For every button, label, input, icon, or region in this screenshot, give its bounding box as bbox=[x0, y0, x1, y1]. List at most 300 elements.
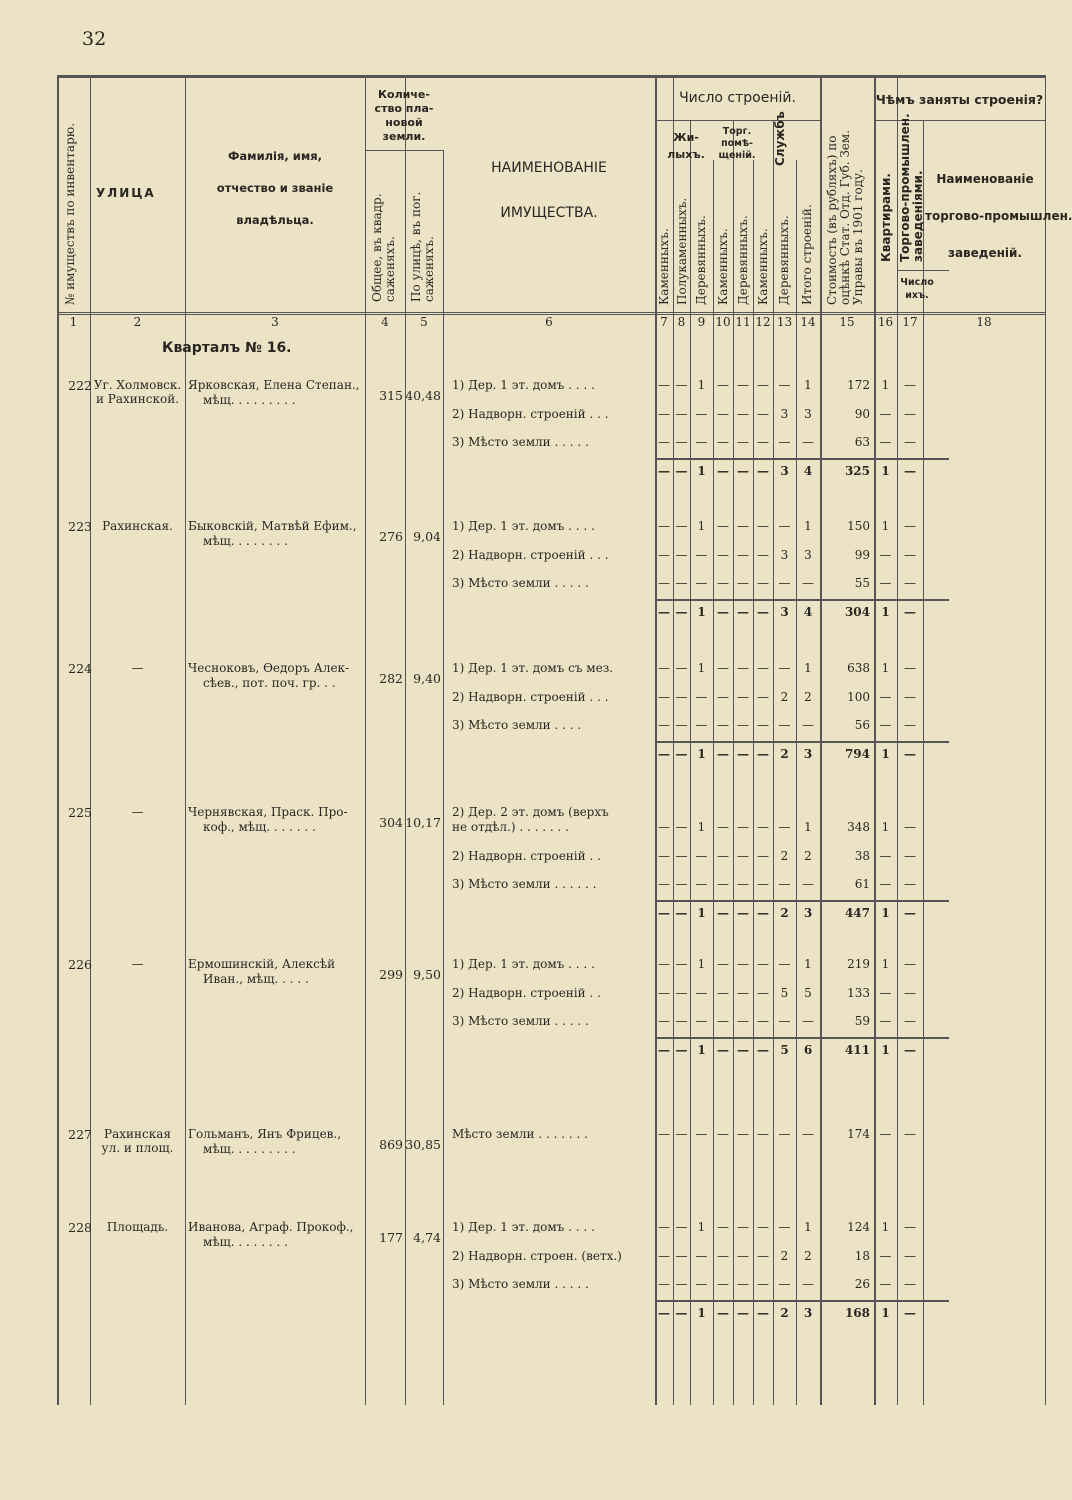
item-c14: 3 bbox=[804, 406, 812, 421]
item-c13: — bbox=[778, 820, 791, 834]
record-number: 223 bbox=[68, 519, 92, 534]
item-c13: 2 bbox=[780, 848, 789, 863]
item-c17: — bbox=[904, 957, 916, 971]
item-c10: — bbox=[717, 1014, 729, 1028]
item-c10: — bbox=[717, 406, 729, 421]
column-number: 6 bbox=[545, 315, 553, 329]
item-name: 2) Надворн. строеній . . . bbox=[452, 547, 609, 562]
header-frontage-line: саженяхъ. bbox=[422, 236, 437, 302]
total-c13: 3 bbox=[780, 604, 789, 619]
item-c8: — bbox=[675, 689, 688, 704]
header-col9-line: Деревянныхъ. bbox=[694, 215, 708, 305]
record-owner: Быковскій, Матвѣй Ефим., bbox=[188, 519, 357, 533]
item-c12: — bbox=[757, 519, 769, 533]
header-buildings-group: Число строеній. bbox=[679, 90, 796, 106]
total-c9: 1 bbox=[697, 905, 706, 920]
item-c16: 1 bbox=[881, 519, 890, 533]
item-c11: — bbox=[737, 1248, 749, 1263]
item-name: 2) Надворн. строеній . . . bbox=[452, 689, 609, 704]
item-c15: 150 bbox=[847, 519, 870, 533]
item-c8: — bbox=[675, 985, 688, 1000]
record-owner: мѣщ. . . . . . . . bbox=[203, 534, 288, 548]
item-c10: — bbox=[717, 689, 729, 704]
item-c16: — bbox=[879, 1014, 892, 1028]
column-number: 2 bbox=[133, 315, 142, 329]
total-c16: 1 bbox=[881, 746, 890, 761]
item-c7: — bbox=[658, 1014, 670, 1028]
item-c11: — bbox=[737, 1277, 749, 1291]
header-owner-line: отчество и званіе bbox=[216, 181, 334, 195]
record-street: и Рахинской. bbox=[95, 392, 180, 406]
record-area: 299 bbox=[379, 967, 403, 982]
item-c8: — bbox=[675, 1127, 688, 1141]
item-c10: — bbox=[717, 848, 729, 863]
total-c8: — bbox=[675, 604, 688, 619]
total-c16: 1 bbox=[881, 905, 890, 920]
total-c7: — bbox=[658, 604, 670, 619]
item-c8: — bbox=[675, 877, 688, 891]
item-c9: 1 bbox=[697, 820, 706, 834]
item-c9: — bbox=[695, 576, 708, 590]
total-c12: — bbox=[757, 1042, 769, 1057]
item-c13: — bbox=[778, 877, 791, 891]
item-name: не отдѣл.) . . . . . . . bbox=[452, 820, 569, 834]
item-c8: — bbox=[675, 957, 688, 971]
column-number: 17 bbox=[902, 315, 918, 329]
item-c12: — bbox=[757, 985, 769, 1000]
item-c11: — bbox=[737, 820, 749, 834]
item-c9: — bbox=[695, 547, 708, 562]
item-c14: — bbox=[802, 1277, 814, 1291]
item-c17: — bbox=[904, 519, 916, 533]
item-c11: — bbox=[737, 576, 749, 590]
header-value-line: оцѣнкѣ Стат. Отд. Губ. Зем. bbox=[838, 129, 853, 305]
grid-hline bbox=[655, 741, 949, 743]
item-c14: 5 bbox=[804, 985, 812, 1000]
item-c17: — bbox=[904, 820, 916, 834]
item-c13: 2 bbox=[780, 1248, 789, 1263]
item-c15: 174 bbox=[847, 1127, 870, 1141]
item-name: Мѣсто земли . . . . . . . bbox=[452, 1127, 588, 1141]
item-c10: — bbox=[717, 435, 729, 449]
header-apartments-line: Квартирами. bbox=[879, 173, 893, 262]
item-c16: — bbox=[879, 689, 892, 704]
item-c8: — bbox=[675, 576, 688, 590]
total-c14: 3 bbox=[803, 746, 813, 761]
total-c11: — bbox=[737, 463, 749, 478]
record-area: 282 bbox=[379, 671, 403, 686]
item-c13: 5 bbox=[780, 985, 789, 1000]
item-c15: 26 bbox=[854, 1277, 870, 1291]
header-value-line: Стоимость (въ рубляхъ) по bbox=[825, 135, 839, 305]
item-c12: — bbox=[757, 576, 769, 590]
header-establishment-name-line: Наименованіе bbox=[936, 172, 1034, 186]
record-frontage: 9,40 bbox=[413, 671, 441, 686]
grid-vline bbox=[773, 120, 774, 1405]
item-c14: — bbox=[802, 576, 814, 590]
item-c9: — bbox=[695, 435, 708, 449]
total-c13: 2 bbox=[780, 905, 789, 920]
record-owner: сѣев., пот. поч. гр. . . bbox=[203, 676, 336, 690]
total-c10: — bbox=[717, 1305, 729, 1320]
grid-vline bbox=[57, 75, 59, 1405]
item-c15: 18 bbox=[854, 1248, 870, 1263]
item-name: 2) Надворн. строеній . . . bbox=[452, 406, 609, 421]
item-c12: — bbox=[757, 877, 769, 891]
record-frontage: 40,48 bbox=[405, 388, 441, 403]
item-c8: — bbox=[675, 519, 688, 533]
record-street: Площадь. bbox=[106, 1220, 169, 1234]
record-number: 227 bbox=[68, 1127, 92, 1142]
header-street: УЛИЦА bbox=[96, 186, 156, 200]
grid-vline bbox=[713, 160, 714, 1405]
item-c12: — bbox=[757, 406, 769, 421]
total-c9: 1 bbox=[697, 746, 706, 761]
header-col13-line: Деревянныхъ. bbox=[777, 215, 791, 305]
column-number: 3 bbox=[271, 315, 279, 329]
item-c9: — bbox=[695, 848, 708, 863]
total-c8: — bbox=[675, 1305, 688, 1320]
column-number: 5 bbox=[420, 315, 428, 329]
grid-vline bbox=[405, 75, 406, 1405]
record-owner: Иванова, Аграф. Прокоф., bbox=[188, 1220, 354, 1234]
item-c17: — bbox=[904, 1220, 916, 1234]
header-col9 bbox=[695, 215, 708, 305]
header-service-group-line: Службъ bbox=[773, 111, 787, 166]
total-c9: 1 bbox=[697, 1042, 706, 1057]
record-street: Рахинская. bbox=[102, 519, 173, 533]
total-c13: 2 bbox=[780, 1305, 789, 1320]
item-c13: — bbox=[778, 1127, 791, 1141]
header-count-line: ихъ. bbox=[905, 290, 929, 301]
total-c15: 411 bbox=[844, 1042, 870, 1057]
item-c15: 90 bbox=[854, 406, 870, 421]
column-number: 18 bbox=[976, 315, 992, 329]
item-c13: — bbox=[778, 718, 791, 732]
header-area bbox=[371, 193, 397, 302]
column-number: 7 bbox=[660, 315, 668, 329]
item-c16: — bbox=[879, 1277, 892, 1291]
item-c10: — bbox=[717, 378, 729, 392]
total-c9: 1 bbox=[697, 463, 706, 478]
item-c7: — bbox=[658, 1248, 670, 1263]
grid-hline bbox=[655, 900, 949, 902]
record-frontage: 10,17 bbox=[405, 815, 441, 830]
header-occupied-group: Чѣмъ заняты строенія? bbox=[875, 92, 1044, 107]
item-c17: — bbox=[904, 661, 916, 675]
item-c8: — bbox=[675, 378, 688, 392]
item-c11: — bbox=[737, 1127, 749, 1141]
item-name: 3) Мѣсто земли . . . . . . bbox=[452, 877, 597, 891]
total-c15: 168 bbox=[844, 1305, 870, 1320]
total-c8: — bbox=[675, 463, 688, 478]
total-c13: 5 bbox=[780, 1042, 789, 1057]
item-c16: — bbox=[879, 877, 892, 891]
item-c7: — bbox=[658, 718, 670, 732]
total-c8: — bbox=[675, 1042, 688, 1057]
item-c9: 1 bbox=[697, 378, 706, 392]
item-c17: — bbox=[904, 877, 916, 891]
header-land-line: земли. bbox=[382, 130, 426, 143]
item-c9: — bbox=[695, 877, 708, 891]
grid-hline bbox=[897, 270, 949, 271]
item-c9: — bbox=[695, 718, 708, 732]
item-c15: 100 bbox=[847, 689, 870, 704]
total-c15: 794 bbox=[844, 746, 870, 761]
item-c16: — bbox=[879, 435, 892, 449]
item-c13: — bbox=[778, 661, 791, 675]
item-c12: — bbox=[757, 957, 769, 971]
item-c16: 1 bbox=[881, 1220, 890, 1234]
quarter-title: Кварталъ № 16. bbox=[162, 340, 292, 356]
grid-hline bbox=[655, 120, 820, 121]
total-c9: 1 bbox=[697, 604, 706, 619]
item-c14: — bbox=[802, 435, 814, 449]
item-c9: — bbox=[695, 406, 708, 421]
record-owner: коф., мѣщ. . . . . . . bbox=[203, 820, 316, 834]
item-c16: — bbox=[879, 1127, 892, 1141]
item-c11: — bbox=[737, 1014, 749, 1028]
grid-vline bbox=[753, 160, 754, 1405]
header-land-line: новой bbox=[385, 116, 423, 129]
item-c7: — bbox=[658, 985, 670, 1000]
item-name: 2) Надворн. строеній . . bbox=[452, 848, 601, 863]
item-c14: — bbox=[802, 877, 814, 891]
record-frontage: 4,74 bbox=[413, 1230, 441, 1245]
item-c16: 1 bbox=[881, 661, 890, 675]
item-c17: — bbox=[904, 547, 916, 562]
item-c12: — bbox=[757, 1248, 769, 1263]
item-c10: — bbox=[717, 957, 729, 971]
total-c13: 2 bbox=[780, 746, 789, 761]
grid-vline bbox=[443, 150, 444, 1405]
item-c9: — bbox=[695, 1277, 708, 1291]
record-number: 228 bbox=[68, 1220, 92, 1235]
header-owner-line: Фамилія, имя, bbox=[228, 149, 322, 163]
item-c14: 1 bbox=[804, 378, 812, 392]
total-c10: — bbox=[717, 746, 729, 761]
record-owner: Чесноковъ, Ѳедоръ Алек- bbox=[188, 661, 350, 675]
grid-vline bbox=[185, 75, 186, 1405]
item-c12: — bbox=[757, 689, 769, 704]
total-c15: 447 bbox=[844, 905, 870, 920]
item-c10: — bbox=[717, 1277, 729, 1291]
item-c7: — bbox=[658, 576, 670, 590]
item-c7: — bbox=[658, 877, 670, 891]
total-c14: 3 bbox=[803, 1305, 813, 1320]
record-owner: Чернявская, Праск. Про- bbox=[188, 805, 348, 819]
record-number: 224 bbox=[68, 661, 92, 676]
item-c11: — bbox=[737, 957, 749, 971]
record-number: 222 bbox=[68, 378, 92, 393]
item-c9: — bbox=[695, 1014, 708, 1028]
item-c8: — bbox=[675, 547, 688, 562]
header-col8 bbox=[676, 198, 689, 305]
item-c17: — bbox=[904, 1248, 916, 1263]
record-area: 276 bbox=[379, 529, 403, 544]
column-number: 4 bbox=[381, 315, 389, 329]
record-street: Рахинская bbox=[104, 1127, 171, 1141]
header-trade-line: помѣ- bbox=[721, 138, 753, 149]
item-c12: — bbox=[757, 435, 769, 449]
total-c7: — bbox=[658, 1305, 670, 1320]
item-c8: — bbox=[675, 718, 688, 732]
total-c10: — bbox=[717, 1042, 729, 1057]
total-c8: — bbox=[675, 746, 688, 761]
item-c11: — bbox=[737, 435, 749, 449]
item-c10: — bbox=[717, 661, 729, 675]
item-c15: 99 bbox=[854, 547, 870, 562]
header-inventory-number-line: № имуществъ по инвентарю. bbox=[63, 122, 77, 305]
item-c17: — bbox=[904, 1014, 916, 1028]
grid-vline bbox=[365, 75, 366, 1405]
item-c15: 124 bbox=[847, 1220, 870, 1234]
record-street: Уг. Холмовск. bbox=[93, 378, 182, 392]
item-c8: — bbox=[675, 1220, 688, 1234]
total-c11: — bbox=[737, 1042, 749, 1057]
total-c11: — bbox=[737, 905, 749, 920]
item-c16: 1 bbox=[881, 378, 890, 392]
total-c14: 6 bbox=[803, 1042, 813, 1057]
record-street: — bbox=[131, 805, 144, 819]
header-trade-establishments bbox=[899, 113, 925, 262]
item-c7: — bbox=[658, 378, 670, 392]
item-c15: 59 bbox=[854, 1014, 870, 1028]
item-c14: 1 bbox=[804, 957, 812, 971]
total-c12: — bbox=[757, 746, 769, 761]
column-number: 1 bbox=[69, 315, 78, 329]
total-c11: — bbox=[737, 604, 749, 619]
item-c15: 61 bbox=[854, 877, 870, 891]
item-name: 2) Надворн. строеній . . bbox=[452, 985, 601, 1000]
item-c8: — bbox=[675, 1277, 688, 1291]
grid-vline bbox=[690, 120, 691, 1405]
total-c14: 4 bbox=[803, 463, 813, 478]
item-c13: — bbox=[778, 1014, 791, 1028]
item-c14: — bbox=[802, 1127, 814, 1141]
header-trade-line: щеній. bbox=[718, 150, 756, 161]
header-living-line: Жи- bbox=[673, 131, 699, 144]
total-c10: — bbox=[717, 604, 729, 619]
item-c14: 1 bbox=[804, 820, 812, 834]
total-c10: — bbox=[717, 463, 729, 478]
item-name: 1) Дер. 1 эт. домъ . . . . bbox=[452, 378, 595, 392]
item-c8: — bbox=[675, 1014, 688, 1028]
item-name: 3) Мѣсто земли . . . . . bbox=[452, 435, 589, 449]
item-c7: — bbox=[658, 689, 670, 704]
record-owner: Ермошинскій, Алексѣй bbox=[188, 957, 336, 971]
record-street: ул. и площ. bbox=[101, 1141, 174, 1155]
item-c7: — bbox=[658, 957, 670, 971]
item-c7: — bbox=[658, 547, 670, 562]
header-land-line: Количе- bbox=[378, 88, 430, 101]
column-number: 9 bbox=[697, 315, 706, 329]
total-c15: 304 bbox=[844, 604, 870, 619]
total-c16: 1 bbox=[881, 1305, 890, 1320]
total-c14: 4 bbox=[803, 604, 813, 619]
item-c10: — bbox=[717, 1248, 729, 1263]
header-col11 bbox=[737, 215, 750, 305]
grid-vline bbox=[90, 75, 91, 1405]
item-c17: — bbox=[904, 689, 916, 704]
item-c12: — bbox=[757, 1127, 769, 1141]
item-c16: — bbox=[879, 985, 892, 1000]
item-c10: — bbox=[717, 576, 729, 590]
item-c16: — bbox=[879, 718, 892, 732]
item-c11: — bbox=[737, 848, 749, 863]
total-c12: — bbox=[757, 1305, 769, 1320]
item-name: 3) Мѣсто земли . . . . bbox=[452, 718, 582, 732]
item-c15: 348 bbox=[847, 820, 870, 834]
item-c13: — bbox=[778, 435, 791, 449]
total-c17: — bbox=[904, 905, 916, 920]
item-c8: — bbox=[675, 661, 688, 675]
record-area: 177 bbox=[379, 1230, 403, 1245]
item-c17: — bbox=[904, 718, 916, 732]
item-c8: — bbox=[675, 820, 688, 834]
header-value bbox=[826, 130, 866, 305]
record-frontage: 9,04 bbox=[413, 529, 441, 544]
header-service-group bbox=[774, 111, 787, 166]
total-c12: — bbox=[757, 604, 769, 619]
header-col14-line: Итого строеній. bbox=[800, 204, 814, 305]
total-c7: — bbox=[658, 463, 670, 478]
record-owner: Ярковская, Елена Степан., bbox=[188, 378, 360, 392]
item-c13: 2 bbox=[780, 689, 789, 704]
item-c7: — bbox=[658, 1127, 670, 1141]
item-c12: — bbox=[757, 661, 769, 675]
grid-vline bbox=[733, 120, 734, 1405]
record-street: — bbox=[131, 661, 144, 675]
item-c12: — bbox=[757, 378, 769, 392]
record-frontage: 9,50 bbox=[413, 967, 441, 982]
grid-vline bbox=[796, 160, 797, 1405]
item-c13: 3 bbox=[780, 406, 789, 421]
total-c17: — bbox=[904, 1042, 916, 1057]
total-c10: — bbox=[717, 905, 729, 920]
item-c12: — bbox=[757, 547, 769, 562]
item-c11: — bbox=[737, 718, 749, 732]
total-c16: 1 bbox=[881, 1042, 890, 1057]
grid-hline bbox=[655, 599, 949, 601]
item-c17: — bbox=[904, 985, 916, 1000]
column-number: 15 bbox=[839, 315, 855, 329]
item-c15: 38 bbox=[854, 848, 870, 863]
item-c16: — bbox=[879, 848, 892, 863]
item-name: 3) Мѣсто земли . . . . . bbox=[452, 1014, 589, 1028]
item-c10: — bbox=[717, 547, 729, 562]
header-trade-establishments-line: заведеніями. bbox=[911, 170, 926, 262]
item-c7: — bbox=[658, 435, 670, 449]
record-owner: мѣщ. . . . . . . . bbox=[203, 1235, 288, 1249]
header-establishment-name-line: заведеній. bbox=[947, 246, 1022, 260]
item-c10: — bbox=[717, 1127, 729, 1141]
item-c10: — bbox=[717, 877, 729, 891]
item-c14: 1 bbox=[804, 1220, 812, 1234]
header-area-line: Общее, въ квадр. bbox=[370, 193, 384, 302]
item-c7: — bbox=[658, 1277, 670, 1291]
item-c14: 3 bbox=[804, 547, 812, 562]
record-area: 304 bbox=[379, 815, 403, 830]
item-c11: — bbox=[737, 547, 749, 562]
item-c12: — bbox=[757, 1014, 769, 1028]
item-name: 2) Дер. 2 эт. домъ (верхъ bbox=[452, 805, 609, 819]
item-c12: — bbox=[757, 848, 769, 863]
total-c8: — bbox=[675, 905, 688, 920]
header-col10 bbox=[717, 228, 730, 305]
item-name: 1) Дер. 1 эт. домъ . . . . bbox=[452, 519, 595, 533]
header-living-line: лыхъ. bbox=[667, 148, 705, 161]
